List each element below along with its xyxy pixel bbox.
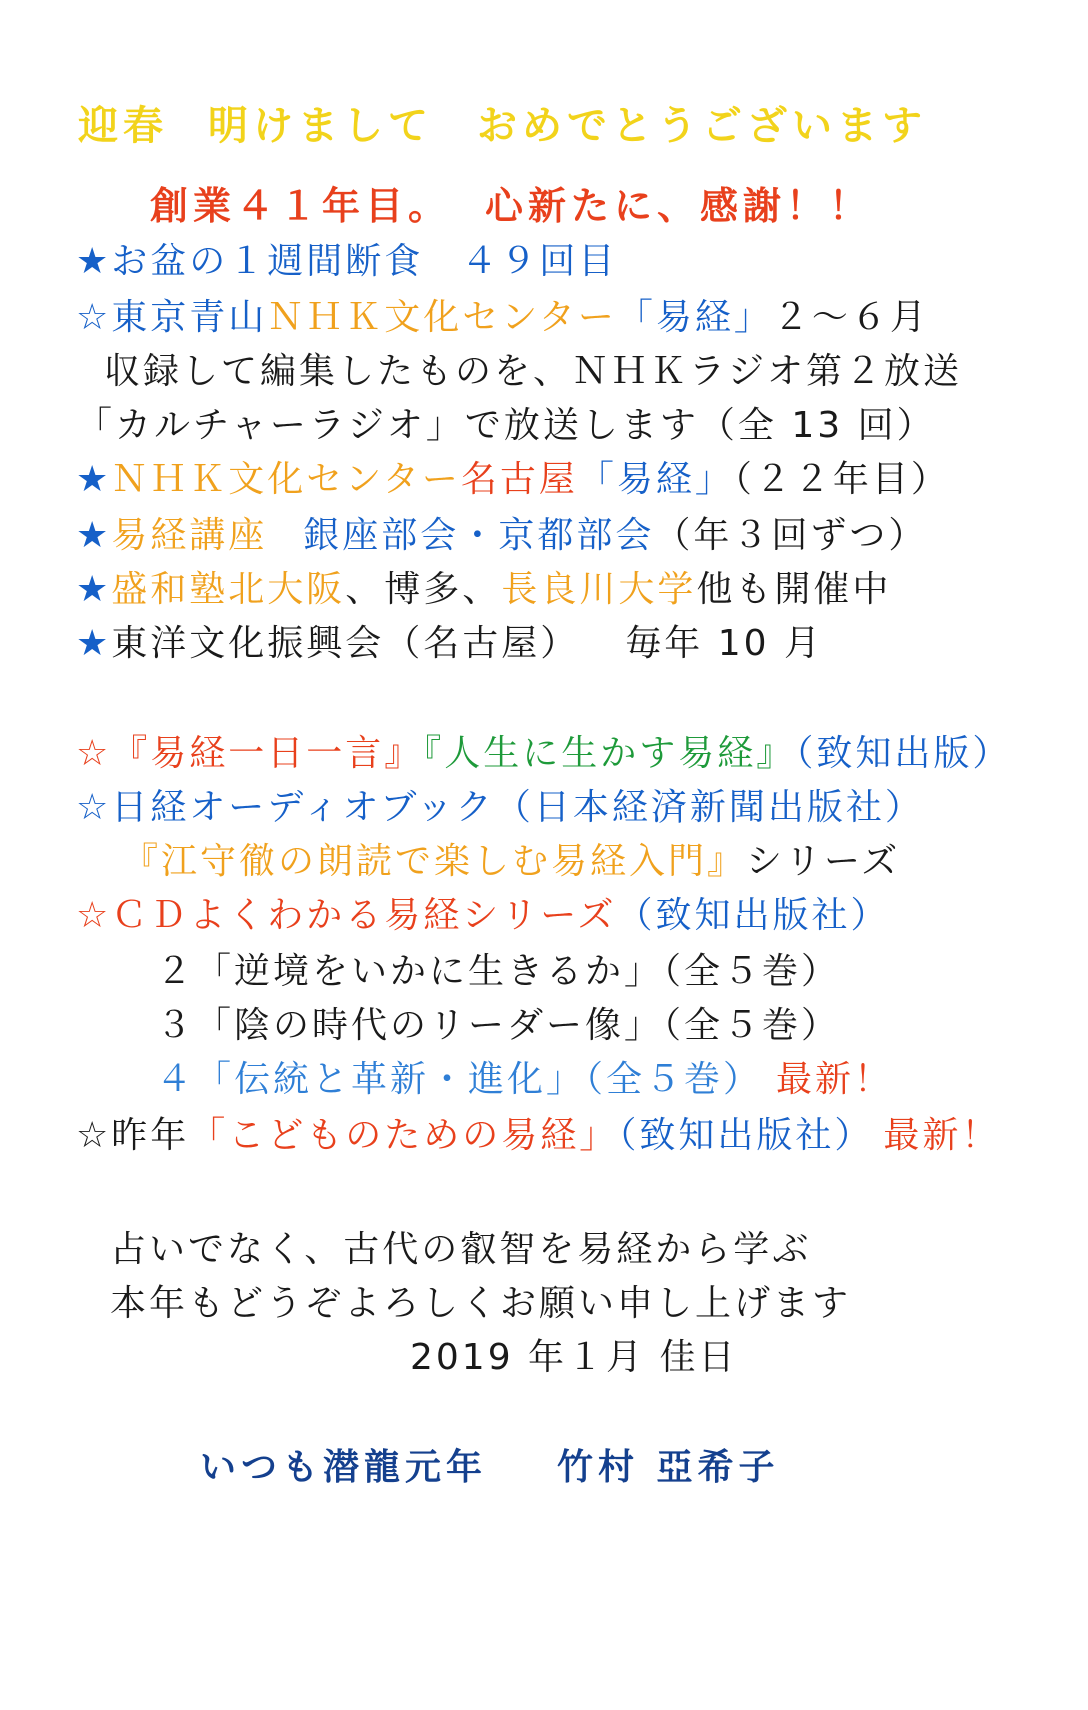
toyo-text: 東洋文化振興会（名古屋）	[111, 623, 580, 664]
greeting-akemashite: 明けまして	[208, 103, 433, 149]
anniversary-part1: 創業４１年目。	[150, 184, 452, 228]
last-year-label: 昨年	[111, 1115, 190, 1156]
signature-line	[200, 1446, 780, 1490]
audiobook-series-suffix: シリーズ	[746, 841, 901, 882]
books-line	[76, 732, 1011, 776]
star-icon: ★	[76, 459, 112, 500]
signature-motto: いつも潜龍元年	[200, 1447, 488, 1488]
star-icon: ★	[76, 515, 112, 556]
seiwajuku-line	[76, 568, 891, 612]
white-star-icon: ☆	[76, 895, 112, 936]
greeting-omedetou: おめでとうございます	[477, 103, 927, 149]
seiwajuku-hakata: 、博多、	[345, 569, 502, 610]
cd-latest-item: ４「伝統と革新・進化」（全５巻）	[156, 1059, 763, 1100]
fasting-count: ４９回目	[461, 241, 618, 282]
cd-latest-line	[156, 1058, 893, 1102]
cd-line	[76, 894, 890, 938]
cd-latest-label: 最新！	[776, 1059, 894, 1100]
audiobook-name: 日経オーディオブック	[111, 787, 495, 828]
white-star-icon: ☆	[76, 1115, 112, 1156]
lecture-name: 易経講座	[111, 515, 268, 556]
seiwajuku-nagaragawa: 長良川大学	[501, 569, 697, 610]
white-star-icon: ☆	[76, 733, 112, 774]
audiobook-series-line	[122, 840, 900, 884]
toyo-when: 毎年 10 月	[625, 623, 823, 664]
white-star-icon: ☆	[76, 297, 112, 338]
closing-line-1: 占いでなく、古代の叡智を易経から学ぶ	[110, 1229, 812, 1270]
white-star-icon: ☆	[76, 787, 112, 828]
nhk-nagoya-center: ＮＨＫ文化センター	[111, 459, 461, 500]
book-title-1: 『易経一日一言』	[111, 733, 424, 774]
book-title-2: 『人生に生かす易経』	[423, 733, 796, 774]
audiobook-series-title: 『江守徹の朗読で楽しむ易経入門』	[122, 841, 747, 882]
nhk-nagoya-years: （２２年目）	[733, 459, 950, 500]
closing-line-2: 本年もどうぞよろしくお願い申し上げます	[110, 1283, 852, 1324]
nhk-nagoya-line	[76, 458, 950, 502]
seiwajuku-kita-osaka: 盛和塾北大阪	[111, 569, 346, 610]
toyo-line	[76, 622, 823, 666]
nhk-nagoya-city: 名古屋	[460, 459, 578, 500]
lecture-frequency: （年３回ずつ）	[654, 515, 928, 556]
audiobook-publisher: （日本経済新聞出版社）	[494, 787, 924, 828]
greeting-geishun: 迎春	[78, 103, 168, 149]
nhk-nagoya-course: 「易経」	[577, 459, 734, 500]
nhk-tokyo-line	[76, 296, 929, 340]
lecture-line	[76, 514, 927, 558]
last-year-publisher: （致知出版社）	[618, 1115, 874, 1156]
last-year-latest-label: 最新！	[883, 1115, 1001, 1156]
fasting-text: お盆の１週間断食	[111, 241, 424, 282]
nhk-tokyo-months: ２～６月	[772, 297, 929, 338]
anniversary-line	[150, 184, 872, 228]
star-icon: ★	[76, 623, 112, 664]
cd-item: ３「陰の時代のリーダー像」（全５巻）	[156, 1005, 841, 1046]
star-icon: ★	[76, 241, 112, 282]
greeting-line	[78, 104, 927, 148]
books-publisher: （致知出版）	[795, 733, 1012, 774]
lecture-kyoto: 京都部会	[498, 515, 655, 556]
fasting-line	[76, 240, 617, 284]
nhk-tokyo-course: 「易経」	[616, 297, 773, 338]
radio-line-2: 「カルチャーラジオ」で放送します（全 13 回）	[76, 405, 936, 446]
closing-date: 2019 年１月 佳日	[410, 1337, 738, 1378]
anniversary-part2: 心新たに、感謝！！	[485, 184, 873, 228]
last-year-title: 「こどものための易経」	[189, 1115, 619, 1156]
signature-name: 竹村 亞希子	[557, 1447, 780, 1488]
nhk-tokyo-venue: 東京青山	[111, 297, 268, 338]
lecture-dot: ・	[459, 515, 499, 556]
radio-line-1: 収録して編集したものを、ＮＨＫラジオ第２放送	[104, 351, 963, 392]
cd-item: ２「逆境をいかに生きるか」（全５巻）	[156, 951, 841, 992]
cd-name: ＣＤよくわかる易経シリーズ	[111, 895, 617, 936]
last-year-line	[76, 1114, 1000, 1158]
star-icon: ★	[76, 569, 112, 610]
cd-publisher: （致知出版社）	[616, 895, 890, 936]
nhk-tokyo-center: ＮＨＫ文化センター	[267, 297, 617, 338]
seiwajuku-others: 他も開催中	[696, 569, 892, 610]
audiobook-line	[76, 786, 924, 830]
lecture-ginza: 銀座部会	[303, 515, 460, 556]
